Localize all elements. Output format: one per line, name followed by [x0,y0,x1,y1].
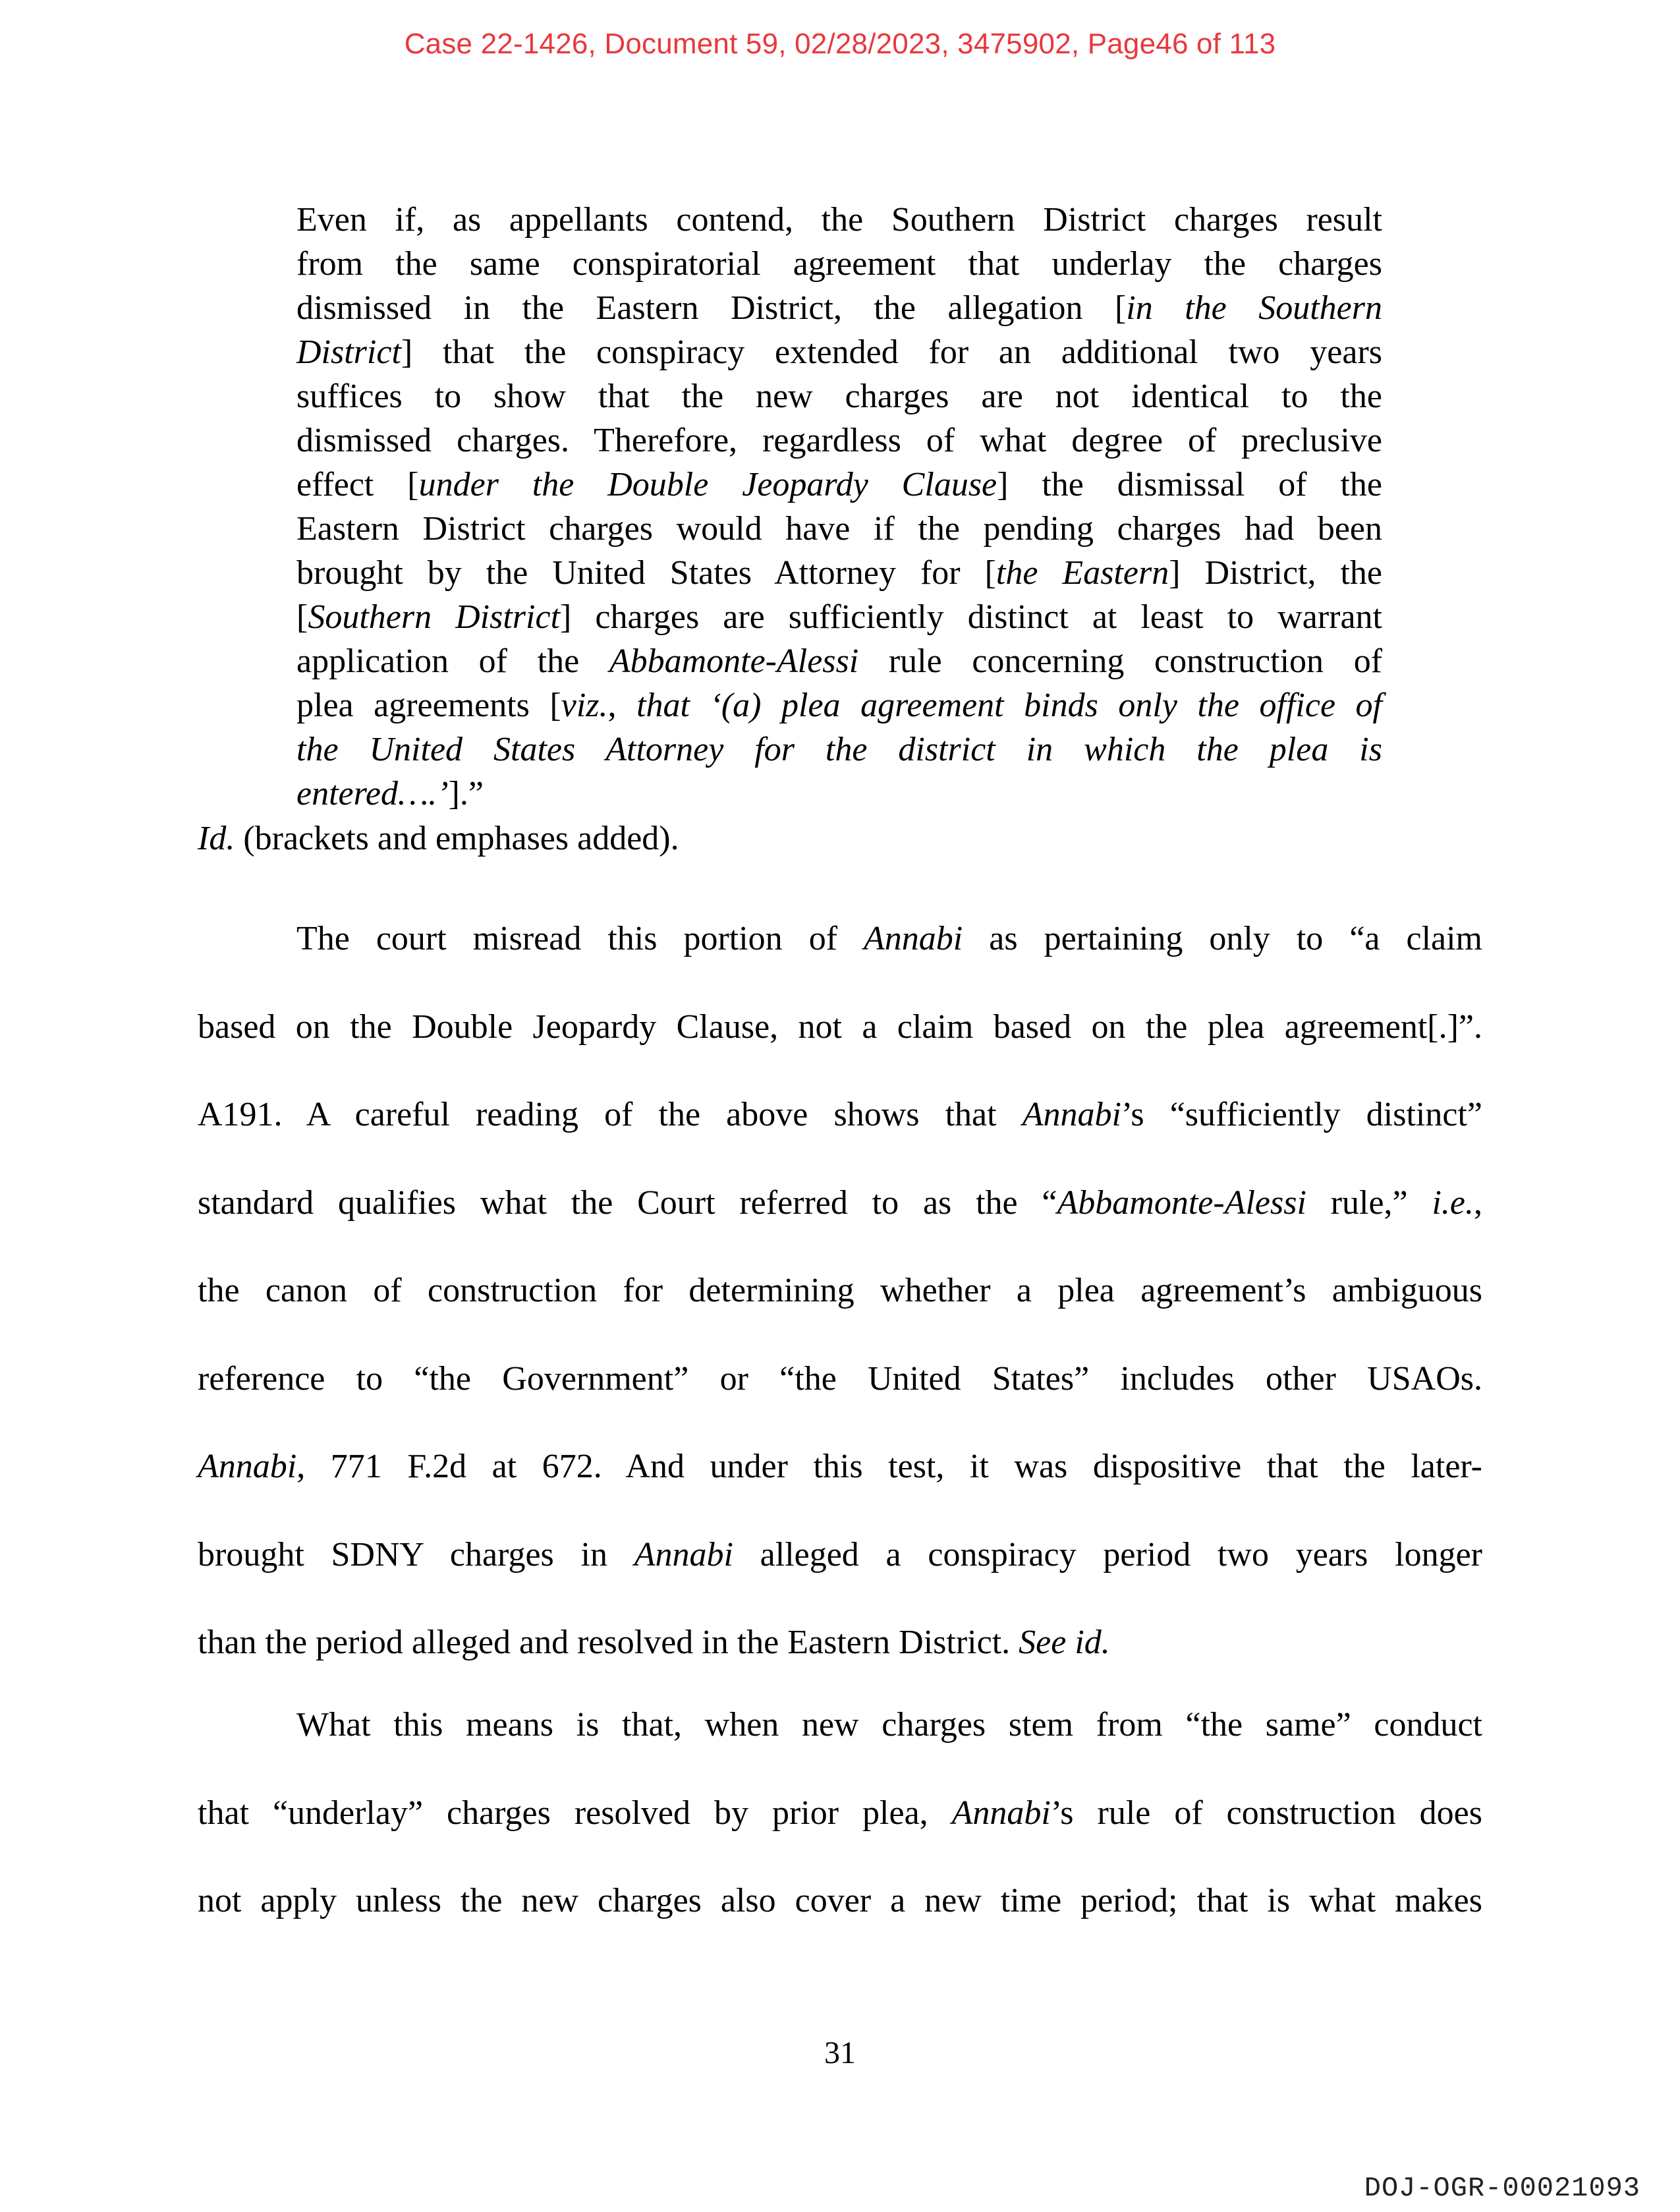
text-run: from the same conspiratorial agreement that underlay the charges [296,245,1382,283]
text-run: Even if, as appellants contend, the Southern District charges result [296,201,1382,239]
body-line [296,916,1482,962]
text-run: suffices to show that the new charges are not identical to the [296,378,1382,415]
text-run: ’s “sufficiently distinct” [1121,1096,1482,1133]
italic-text: Annabi [951,1794,1051,1832]
quote-line [296,463,1382,507]
italic-text: in the Southern [1126,289,1382,327]
text-run: , [1473,1183,1482,1222]
italic-text: viz. [561,687,608,724]
body-line [198,1004,1482,1050]
body-line [198,1444,1482,1490]
italic-text: Annabi [198,1448,297,1485]
italic-text: Southern District [308,598,561,636]
bates-number: DOJ-OGR-00021093 [1364,2172,1640,2204]
text-run: ] District, the [1169,554,1383,592]
body-line [198,1878,1482,1924]
block-quote [296,198,1382,816]
text-run: , [607,687,637,724]
body-line [198,1790,1482,1836]
italic-text: Annabi [634,1535,733,1574]
quote-line [296,198,1382,242]
body-line [198,1532,1482,1578]
quote-line [296,374,1382,418]
quote-line [296,772,1382,816]
italic-text: Id. [198,820,235,857]
text-run: as pertaining only to “a claim [963,920,1482,957]
text-run: not apply unless the new charges also cover a new time period; that is what makes [198,1882,1482,1919]
body-line [296,1702,1482,1748]
quote-line [296,507,1382,551]
quote-line [296,286,1382,330]
text-run: standard qualifies what the Court referred to as the “ [198,1183,1057,1222]
text-run: reference to “the Government” or “the United States” includes other USAOs. [198,1359,1482,1398]
italic-text: under the Double Jeopardy Clause [418,466,997,503]
text-run: What this means is that, when new charges stem from “the same” conduct [296,1706,1482,1744]
quote-line [296,330,1382,374]
body-line [198,1092,1482,1138]
text-run: that “underlay” charges resolved by prior plea, [198,1794,952,1832]
quote-line [296,727,1382,772]
quote-citation [198,816,679,861]
text-run: the canon of construction for determining whether a plea agreement’s ambiguous [198,1272,1482,1309]
italic-text: District [296,333,401,371]
text-run: dismissed in the Eastern District, the allegation [ [296,289,1127,327]
text-run: brought SDNY charges in [198,1535,634,1574]
body-line [198,1268,1482,1314]
case-header-stamp: Case 22-1426, Document 59, 02/28/2023, 3475902, Page46 of 113 [404,28,1276,60]
italic-text: the United States Attorney for the district in which the plea is [296,731,1382,768]
text-run: dismissed charges. Therefore, regardless of what degree of preclusive [296,422,1382,459]
text-run: based on the Double Jeopardy Clause, not a claim based on the plea agreement[.]”. [198,1007,1482,1046]
quote-line [296,639,1382,683]
body-line [198,1620,1482,1666]
body-line [198,1180,1482,1226]
text-run: rule concerning construction of [858,642,1383,680]
text-run: plea agreements [ [296,687,561,724]
quote-line [296,595,1382,639]
text-run: ’s rule of construction does [1050,1794,1483,1832]
italic-text: entered….’ [296,775,449,812]
page-number: 31 [824,2035,856,2070]
quote-line [296,418,1382,463]
quote-line [296,242,1382,286]
italic-text: i.e. [1432,1183,1474,1222]
text-run: A191. A careful reading of the above shows that [198,1096,1022,1133]
text-run: (brackets and emphases added). [235,820,679,857]
italic-text: Annabi [864,920,963,957]
italic-text: the Eastern [995,554,1169,592]
italic-text: Abbamonte-Alessi [609,642,859,680]
text-run: ] the dismissal of the [997,466,1383,503]
text-run: alleged a conspiracy period two years longer [733,1535,1482,1574]
italic-text: that ‘(a) plea agreement binds only the office of [636,687,1383,724]
quote-line [296,683,1382,727]
text-run: , 771 F.2d at 672. And under this test, it was dispositive that the later- [296,1448,1482,1485]
text-run: ] charges are sufficiently distinct at least to warrant [560,598,1382,636]
italic-text: Annabi [1022,1096,1121,1133]
text-run: [ [296,598,308,636]
text-run: effect [ [296,466,419,503]
text-run: brought by the United States Attorney for [ [296,554,996,592]
italic-text: Abbamonte-Alessi [1057,1183,1306,1222]
text-run: than the period alleged and resolved in the Eastern District. [198,1624,1019,1661]
text-run: ] that the conspiracy extended for an additional two years [401,333,1382,371]
text-run: The court misread this portion of [296,920,864,957]
body-line [198,1356,1482,1402]
text-run: ].” [448,775,484,812]
text-run: application of the [296,642,609,680]
quote-line [296,551,1382,595]
text-run: Eastern District charges would have if the pending charges had been [296,510,1382,548]
italic-text: See id. [1019,1624,1110,1661]
text-run: rule,” [1306,1183,1432,1222]
